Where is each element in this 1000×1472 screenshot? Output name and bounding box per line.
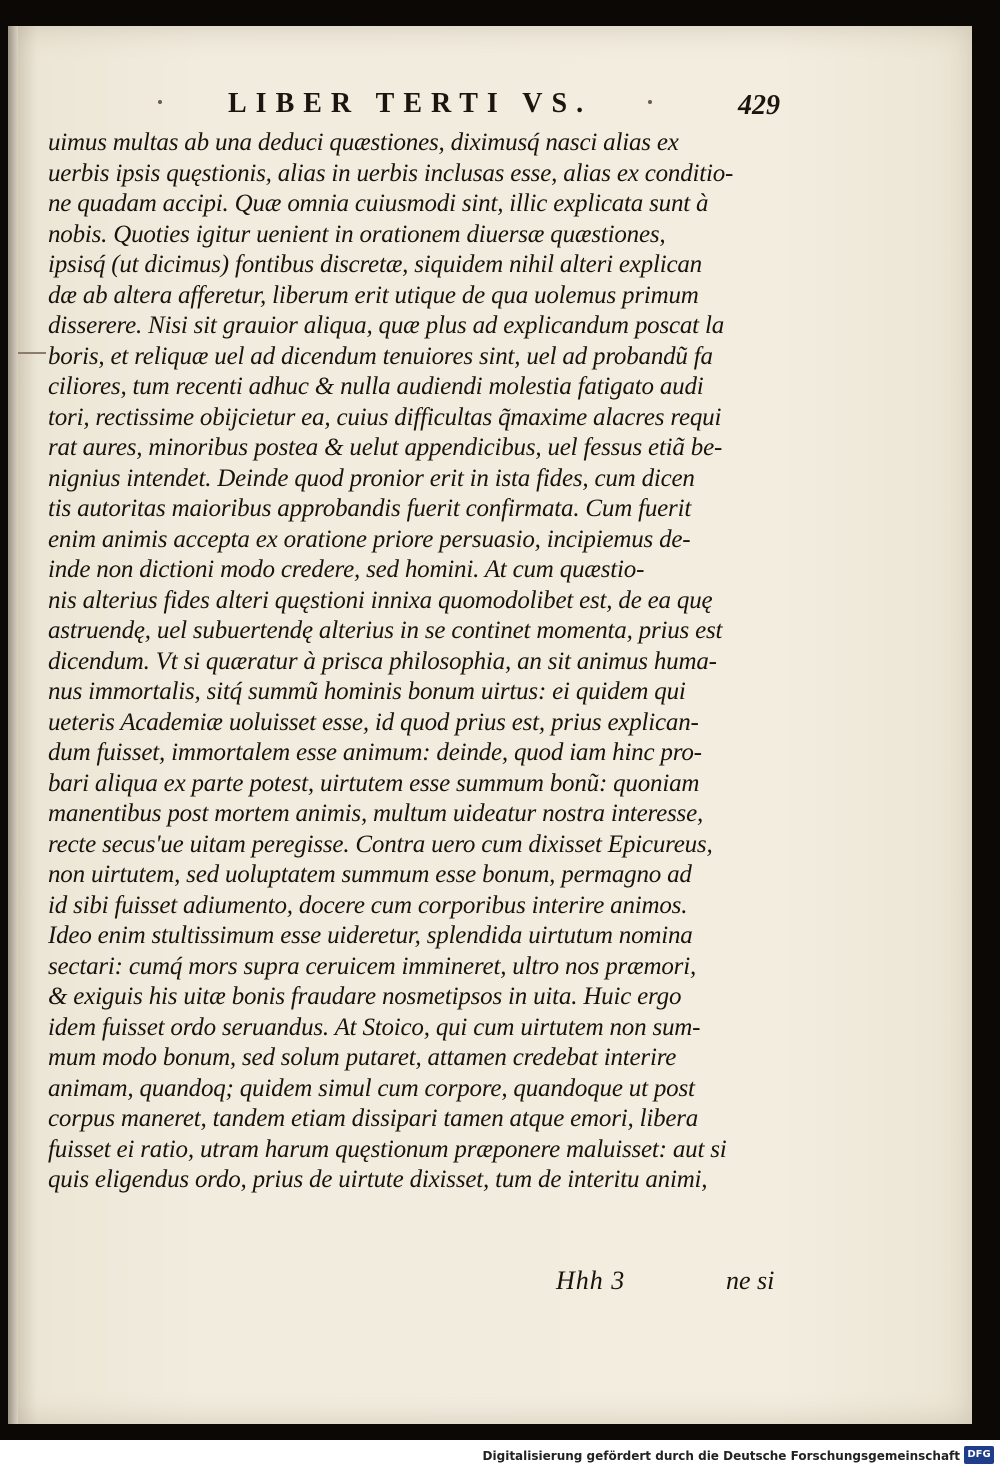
page-gutter-edge [8, 26, 18, 1424]
ornament-dot [648, 100, 652, 104]
text-line: nignius intendet. Deinde quod pronior erit in ista fides, cum dicen [48, 464, 695, 492]
body-text [48, 128, 786, 1196]
running-title: LIBER TERTI VS. [228, 88, 593, 119]
text-line: tori, rectissime obijcietur ea, cuius difficultas q̃maxime alacres requi [48, 403, 722, 431]
text-line: inde non dictioni modo credere, sed homini. At cum quæstio- [48, 556, 645, 583]
text-line: quis eligendus ordo, prius de uirtute dixisset, tum de interitu animi, [48, 1166, 708, 1193]
running-head [8, 88, 972, 128]
text-line: fuisset ei ratio, utram harum quęstionum præponere maluisset: aut si [48, 1135, 727, 1163]
signature-mark: Hhh 3 [556, 1266, 626, 1295]
text-line: mum modo bonum, sed solum putaret, attamen credebat interire [48, 1044, 677, 1071]
text-line: enim animis accepta ex oratione priore persuasio, incipiemus de- [48, 525, 691, 553]
text-line: astruendę, uel subuertendę alterius in se continet momenta, prius est [48, 617, 723, 644]
text-line: non uirtutem, sed uoluptatem summum esse bonum, permagno ad [48, 861, 692, 888]
text-line: disserere. Nisi sit grauior aliqua, quæ plus ad explicandum poscat la [48, 312, 725, 339]
footer-credit: Digitalisierung gefördert durch die Deutsche Forschungsgemeinschaft [482, 1449, 960, 1463]
text-line: nobis. Quoties igitur uenient in orationem diuersæ quæstiones, [48, 220, 666, 248]
text-line: ne quadam accipi. Quæ omnia cuiusmodi sint, illic explicata sunt à [48, 190, 709, 217]
text-line: boris, et reliquæ uel ad dicendum tenuiores sint, uel ad probandũ fa [48, 342, 713, 370]
page-number: 429 [738, 90, 780, 121]
text-line: manentibus post mortem animis, multum uideatur nostra interesse, [48, 800, 704, 827]
margin-mark [18, 352, 46, 354]
text-line: ipsisq́ (ut dicimus) fontibus discretæ, siquidem nihil alteri explican [48, 251, 702, 278]
text-line: uimus multas ab una deduci quæstiones, diximusq́ nasci alias ex [48, 129, 679, 156]
text-line: ueteris Academiæ uoluisset esse, id quod prius est, prius explican- [48, 708, 699, 736]
text-line: idem fuisset ordo seruandus. At Stoico, qui cum uirtutem non sum- [48, 1013, 701, 1041]
text-line: uerbis ipsis quęstionis, alias in uerbis inclusas esse, alias ex conditio- [48, 159, 734, 187]
text-line: bari aliqua ex parte potest, uirtutem esse summum bonũ: quoniam [48, 769, 700, 797]
text-line: rat aures, minoribus postea & uelut appendicibus, uel fessus etiã be- [48, 434, 723, 461]
text-line: dum fuisset, immortalem esse animum: deinde, quod iam hinc pro- [48, 739, 702, 766]
book-page [8, 26, 972, 1424]
text-line: nus immortalis, sitq́ summũ hominis bonum uirtus: ei quidem qui [48, 678, 686, 705]
catchword: ne si [726, 1266, 775, 1295]
text-line: & exiguis his uitæ bonis fraudare nosmetipsos in uita. Huic ergo [48, 983, 682, 1010]
dfg-logo: DFG [964, 1446, 994, 1464]
text-line: ciliores, tum recenti adhuc & nulla audiendi molestia fatigato audi [48, 373, 704, 400]
ornament-dot [158, 100, 162, 104]
text-line: animam, quandoq; quidem simul cum corpore, quandoque ut post [48, 1074, 695, 1102]
text-line: dicendum. Vt si quæratur à prisca philosophia, an sit animus huma- [48, 647, 717, 675]
text-line: Ideo enim stultissimum esse uideretur, splendida uirtutum nomina [48, 922, 693, 949]
text-line: dæ ab altera afferetur, liberum erit utique de qua uolemus primum [48, 281, 699, 309]
text-line: sectari: cumq́ mors supra ceruicem immineret, ultro nos præmori, [48, 952, 696, 980]
text-line: corpus maneret, tandem etiam dissipari tamen atque emori, libera [48, 1105, 699, 1132]
text-line: id sibi fuisset adiumento, docere cum corporibus interire animos. [48, 891, 688, 919]
text-line: tis autoritas maioribus approbandis fuerit confirmata. Cum fuerit [48, 495, 692, 522]
text-line: recte secus'ue uitam peregisse. Contra uero cum dixisset Epicureus, [48, 830, 713, 858]
text-line: nis alterius fides alteri quęstioni innixa quomodolibet est, de ea quę [48, 586, 713, 614]
digitization-footer [0, 1440, 1000, 1472]
